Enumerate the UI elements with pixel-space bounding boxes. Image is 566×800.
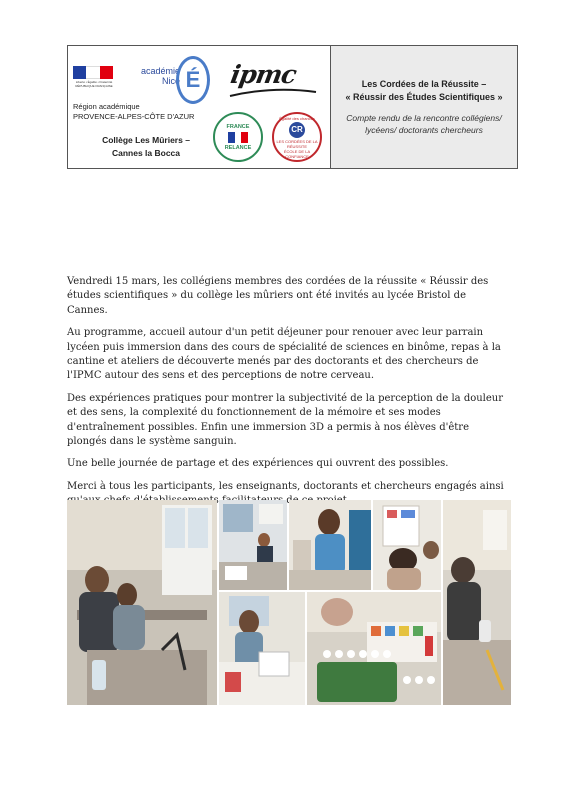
academie-nice-logo [140,58,220,108]
photo-workshop-table [219,500,287,590]
ipmc-logo: ipmc [228,60,299,89]
document-title-line-1: Les Cordées de la Réussite – [361,79,487,89]
logos-panel [68,46,331,168]
college-line-1: Collège Les Mûriers – [102,135,190,145]
cordees-cr-icon: CR [289,122,305,138]
report-body [67,275,505,517]
cordees-top-text: Égalité des chances [279,115,315,121]
republique-francaise-logo [73,66,115,88]
paragraph-remerciements: Merci à tous les participants, les enseignants, doctorants et chercheurs engagés ainsi [67,480,504,492]
region-label: Région académique [73,102,140,111]
region-name: PROVENCE-ALPES-CÔTE D'AZUR [73,112,195,121]
photo-student-writing [219,592,305,705]
paragraph-journee: Une belle journée de partage et des expériences qui ouvrent des possibles. [67,458,449,470]
document-subtitle: Compte rendu de la rencontre collégiens/ lycéens/ doctorants chercheurs [346,113,502,135]
cordees-reussite-logo [272,112,322,162]
cordees-bottom-text: ÉCOLE DE LA CONFIANCE [283,148,311,159]
relance-bottom-text: RELANCE [224,144,252,151]
paragraph-intro: Vendredi 15 mars, les collégiens membres des cordées de la réussite « Réussir des études scientifiques » du collège les mûriers ont été invités au lycée Bristol de Cannes. [67,276,489,316]
photo-collage [67,500,511,705]
academie-label: académie [140,66,180,76]
document-title-line-2: « Réussir des Études Scientifiques » [345,92,503,102]
paragraph-programme: Au programme, accueil autour d'un petit déjeuner pour renouer avec leur parrain lycéen puis immersion dans des cours de spécialité de sciences en binôme, repas à la cantine et ateliers de découverte menés par des doctorants et des chercheurs de l'IPMC autour des sens et des perceptions de notre cerveau. [67,327,501,382]
relance-top-text: FRANCE [226,123,250,130]
college-name [76,134,216,160]
republique-francaise-text: Liberté • Égalité • Fraternité RÉPUBLIQUE FRANÇAISE [75,80,113,88]
region-academique [73,102,194,122]
title-panel [331,46,517,168]
photo-memory-game-board [307,592,441,705]
france-relance-logo [213,112,263,162]
cordees-mid-text: LES CORDÉES DE LA RÉUSSITE [276,138,318,149]
paragraph-experiences: Des expériences pratiques pour montrer la subjectivité de la perception de la douleur et des sens, la complexité du fonctionnement de la mémoire et ses modes d'entraînement possibles. Enfin une immersion 3D a permis à nos élèves d'être plongés dans le système sanguin. [67,392,504,448]
photo-researcher-table [443,500,511,705]
french-flag-icon [73,66,113,79]
document-header [67,45,518,169]
ipmc-swoosh-icon [228,88,318,98]
college-line-2: Cannes la Bocca [111,148,181,158]
photo-poster-presentation [373,500,441,590]
eu-france-flag-icon [228,132,248,143]
academie-city: Nice [161,76,180,86]
photo-students-desk [289,500,371,590]
photo-classroom-students [67,500,217,705]
academie-e-mark: É [176,56,210,104]
